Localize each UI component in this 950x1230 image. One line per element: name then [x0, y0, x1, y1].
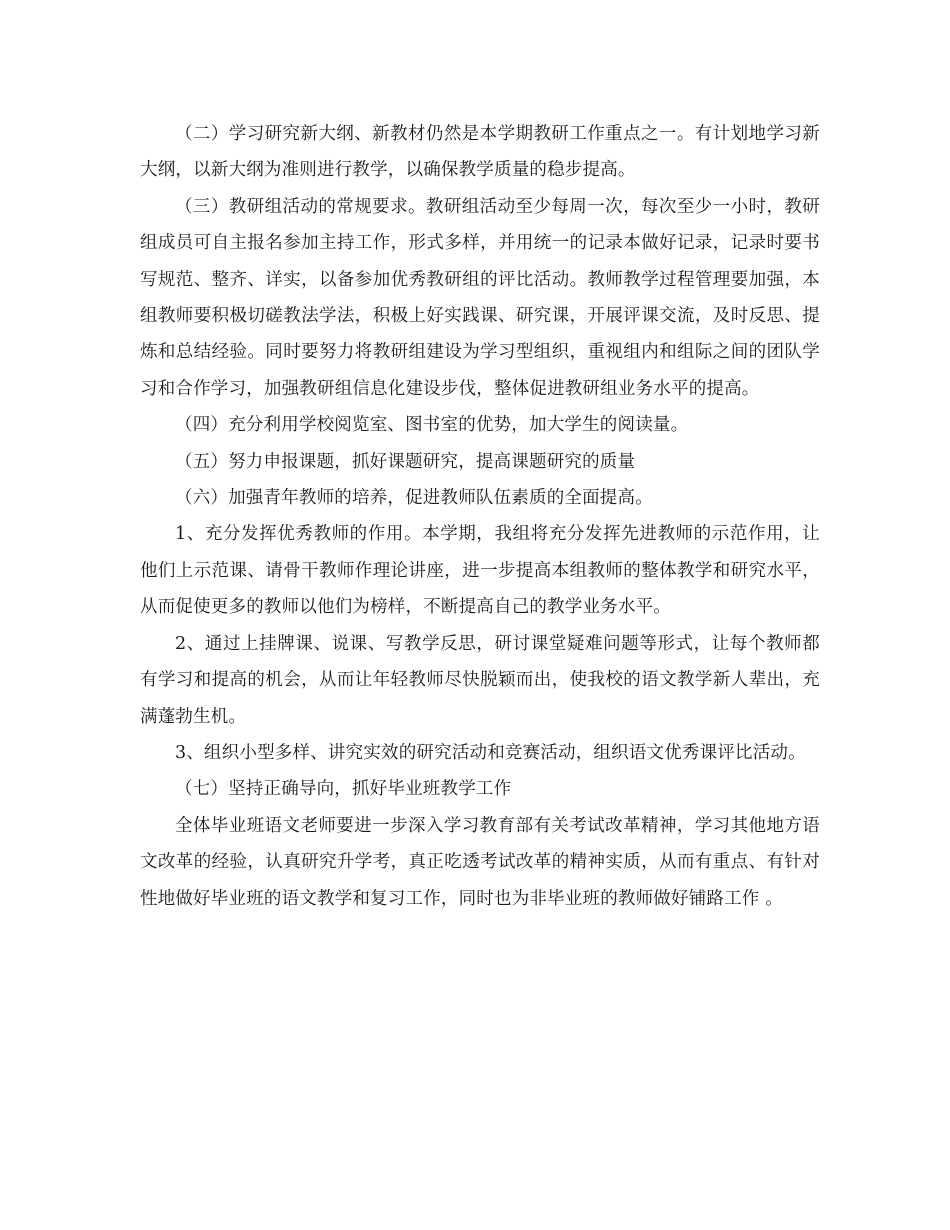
paragraph-5: （五）努力申报课题，抓好课题研究，提高课题研究的质量: [175, 451, 636, 472]
paragraph-6-item-2: 2、通过上挂牌课、说课、写教学反思，研讨课堂疑难问题等形式，让每个教师都有学习和提高的机会，从而让年轻教师尽快脱颖而出，使我校的语文教学新人辈出，充满蓬勃生机。: [140, 633, 820, 727]
paragraph-2: （二）学习研究新大纲、新教材仍然是本学期教研工作重点之一。有计划地学习新大纲，以新大纲为准则进行教学，以确保教学质量的稳步提高。: [140, 124, 820, 181]
paragraph-6-item-3: 3、组织小型多样、讲究实效的研究活动和竞赛活动，组织语文优秀课评比活动。: [175, 742, 806, 763]
paragraph-7: （七）坚持正确导向，抓好毕业班教学工作: [175, 779, 512, 800]
paragraph-6-item-1: 1、充分发挥优秀教师的作用。本学期，我组将充分发挥先进教师的示范作用，让他们上示范课、请骨干教师作理论讲座，进一步提高本组教师的整体教学和研究水平，从而促使更多的教师以他们为榜样，不断提高自己的教学业务水平。: [140, 524, 820, 618]
paragraph-7-body: 全体毕业班语文老师要进一步深入学习教育部有关考试改革精神，学习其他地方语文改革的经验，认真研究升学考，真正吃透考试改革的精神实质，从而有重点、有针对性地做好毕业班的语文教学和复习工作，同时也为非毕业班的教师做好铺路工作 。: [140, 815, 820, 909]
document-body: [140, 116, 820, 917]
paragraph-4: （四）充分利用学校阅览室、图书室的优势，加大学生的阅读量。: [175, 415, 689, 436]
paragraph-3: （三）教研组活动的常规要求。教研组活动至少每周一次，每次至少一小时，教研组成员可自主报名参加主持工作，形式多样，并用统一的记录本做好记录，记录时要书写规范、整齐、详实，以备参加优秀教研组的评比活动。教师教学过程管理要加强，本组教师要积极切磋教法学法，积极上好实践课、研究课，开展评课交流，及时反思、提炼和总结经验。同时要努力将教研组建设为学习型组织，重视组内和组际之间的团队学习和合作学习，加强教研组信息化建设步伐，整体促进教研组业务水平的提高。: [140, 196, 820, 399]
paragraph-6: （六）加强青年教师的培养，促进教师队伍素质的全面提高。: [175, 488, 653, 509]
